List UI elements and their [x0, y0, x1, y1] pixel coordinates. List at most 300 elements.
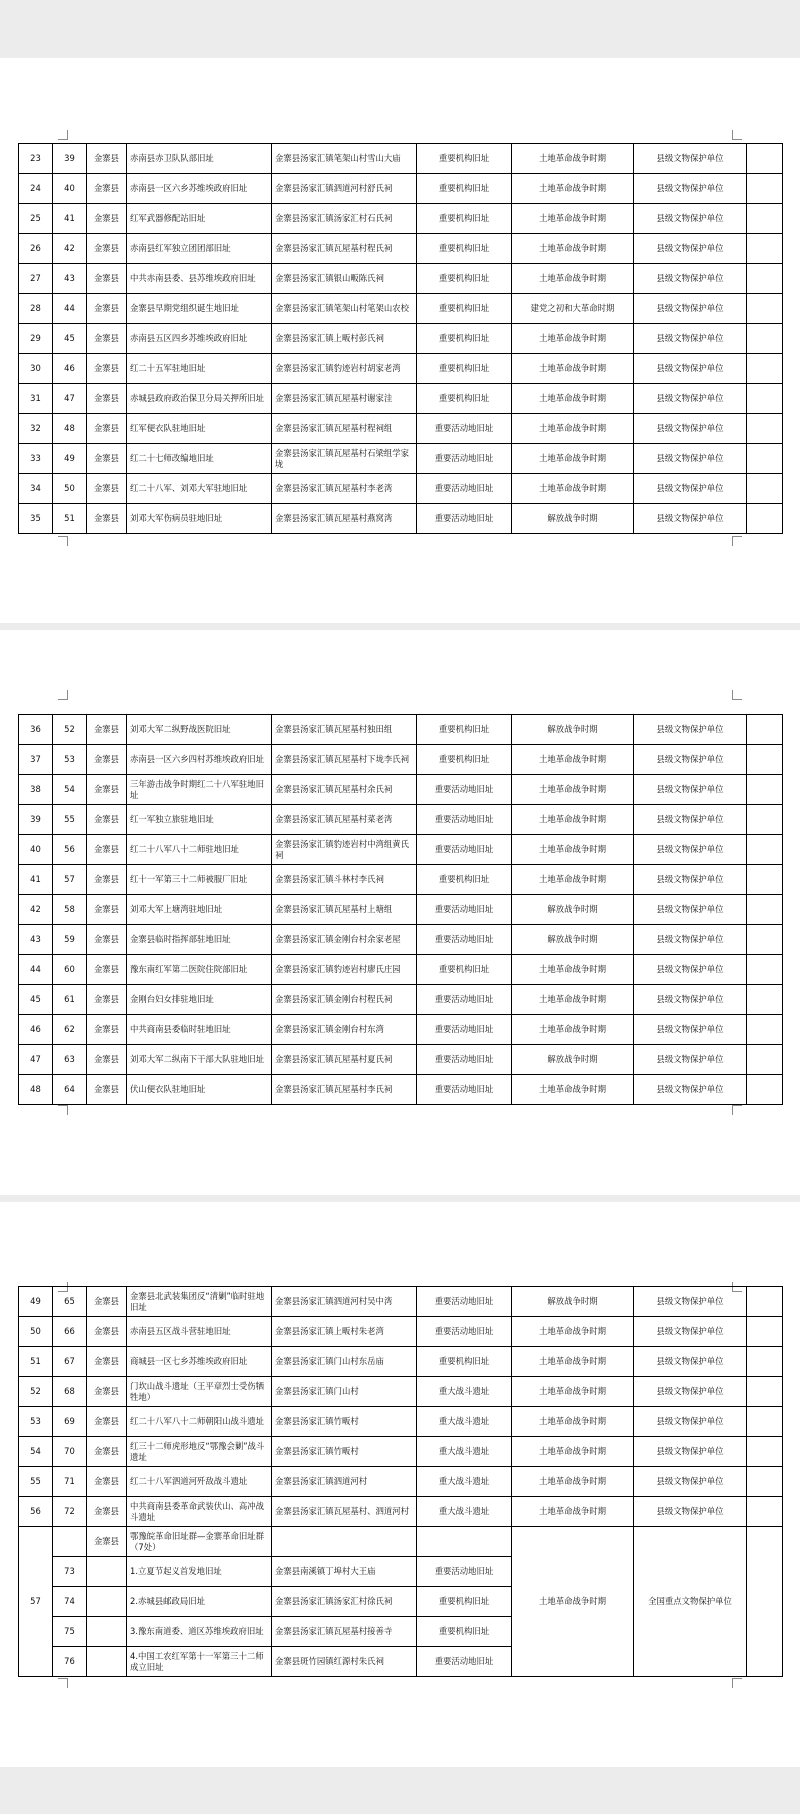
cell-seq: 32	[19, 414, 53, 444]
cell-location: 金寨县汤家汇镇泗道河村	[272, 1467, 417, 1497]
cell-seq: 51	[19, 1347, 53, 1377]
cell-type: 重要活动地旧址	[417, 805, 512, 835]
cell-level: 县级文物保护单位	[634, 1377, 747, 1407]
cell-period: 土地革命战争时期	[512, 264, 634, 294]
cell-county: 金寨县	[87, 1045, 127, 1075]
cell-no: 56	[53, 835, 87, 865]
cell-type: 重要活动地旧址	[417, 474, 512, 504]
cell-seq: 42	[19, 895, 53, 925]
cell-blank	[747, 1015, 783, 1045]
cell-blank	[747, 294, 783, 324]
cell-blank	[747, 835, 783, 865]
cell-name: 红二十八军八十二师朝阳山战斗遗址	[127, 1407, 272, 1437]
cell-type: 重大战斗遗址	[417, 1467, 512, 1497]
table-row	[19, 204, 783, 234]
cell-seq: 39	[19, 805, 53, 835]
cell-location: 金寨县汤家汇镇斗林村李氏祠	[272, 865, 417, 895]
cell-level: 县级文物保护单位	[634, 925, 747, 955]
cell-seq: 31	[19, 384, 53, 414]
heritage-table-page-1	[18, 143, 783, 534]
cell-location: 金寨县汤家汇镇瓦屋基村程氏祠	[272, 234, 417, 264]
cell-location: 金寨县汤家汇镇瓦屋基村菜老湾	[272, 805, 417, 835]
cell-seq: 38	[19, 775, 53, 805]
cell-location: 金寨县汤家汇镇银山畈陈氏祠	[272, 264, 417, 294]
cell-seq: 41	[19, 865, 53, 895]
cell-name: 4.中国工农红军第十一军第三十二师成立旧址	[127, 1647, 272, 1677]
cell-level: 县级文物保护单位	[634, 1287, 747, 1317]
cell-blank	[747, 234, 783, 264]
cell-no: 73	[53, 1557, 87, 1587]
cell-period: 土地革命战争时期	[512, 444, 634, 474]
cell-location: 金寨县汤家汇镇泗道河村舒氏祠	[272, 174, 417, 204]
cell-no: 67	[53, 1347, 87, 1377]
cell-type: 重要活动地旧址	[417, 925, 512, 955]
cell-location: 金寨县汤家汇镇汤家汇村石氏祠	[272, 204, 417, 234]
cell-name: 中共商南县委革命武装伏山、高冲战斗遗址	[127, 1497, 272, 1527]
cell-name: 伏山便衣队驻地旧址	[127, 1075, 272, 1105]
table-row	[19, 264, 783, 294]
cell-location: 金寨县汤家汇镇金刚台村程氏祠	[272, 985, 417, 1015]
cell-type: 重要机构旧址	[417, 955, 512, 985]
cell-name: 红二十八军、刘邓大军驻地旧址	[127, 474, 272, 504]
cell-county: 金寨县	[87, 775, 127, 805]
cell-period: 土地革命战争时期	[512, 234, 634, 264]
cell-blank	[747, 144, 783, 174]
cell-no: 51	[53, 504, 87, 534]
cell-location: 金寨县汤家汇镇瓦屋基村、泗道河村	[272, 1497, 417, 1527]
cell-location: 金寨县汤家汇镇瓦屋基村独田组	[272, 715, 417, 745]
cell-no: 54	[53, 775, 87, 805]
table-row	[19, 444, 783, 474]
cell-blank	[747, 715, 783, 745]
cell-location: 金寨县汤家汇镇竹畈村	[272, 1437, 417, 1467]
cell-level: 县级文物保护单位	[634, 715, 747, 745]
table-row	[19, 1287, 783, 1317]
cell-name: 刘邓大军二纵南下干部大队驻地旧址	[127, 1045, 272, 1075]
cell-level: 县级文物保护单位	[634, 174, 747, 204]
table-row	[19, 354, 783, 384]
cell-level: 县级文物保护单位	[634, 144, 747, 174]
cell-county: 金寨县	[87, 745, 127, 775]
cell-blank	[747, 174, 783, 204]
cell-seq: 53	[19, 1407, 53, 1437]
table-row	[19, 1377, 783, 1407]
cell-no: 72	[53, 1497, 87, 1527]
cell-name: 红一军独立旅驻地旧址	[127, 805, 272, 835]
cell-type: 重要活动地旧址	[417, 1647, 512, 1677]
cell-county: 金寨县	[87, 264, 127, 294]
table-row	[19, 715, 783, 745]
cell-blank	[747, 1437, 783, 1467]
cell-level: 县级文物保护单位	[634, 775, 747, 805]
cell-period: 解放战争时期	[512, 504, 634, 534]
cell-type: 重大战斗遗址	[417, 1377, 512, 1407]
cell-no: 52	[53, 715, 87, 745]
cell-type: 重要活动地旧址	[417, 985, 512, 1015]
cell-period: 土地革命战争时期	[512, 1015, 634, 1045]
cell-level: 县级文物保护单位	[634, 985, 747, 1015]
crop-mark	[58, 1678, 68, 1688]
cell-county: 金寨县	[87, 1287, 127, 1317]
cell-no: 59	[53, 925, 87, 955]
cell-blank	[747, 354, 783, 384]
cell-no: 53	[53, 745, 87, 775]
cell-level: 县级文物保护单位	[634, 444, 747, 474]
cell-blank	[747, 504, 783, 534]
cell-type: 重要机构旧址	[417, 144, 512, 174]
group-row	[19, 1527, 783, 1557]
cell-location: 金寨县汤家汇镇瓦屋基村李老湾	[272, 474, 417, 504]
cell-type: 重要活动地旧址	[417, 414, 512, 444]
cell-no: 61	[53, 985, 87, 1015]
table-row	[19, 174, 783, 204]
cell-type: 重要机构旧址	[417, 294, 512, 324]
table-row	[19, 805, 783, 835]
cell-type: 重要机构旧址	[417, 324, 512, 354]
cell-location: 金寨县汤家汇镇瓦屋基村谢家洼	[272, 384, 417, 414]
cell-level: 县级文物保护单位	[634, 955, 747, 985]
cell-blank	[747, 865, 783, 895]
cell-county: 金寨县	[87, 1347, 127, 1377]
cell-location: 金寨县汤家汇镇上畈村朱老湾	[272, 1317, 417, 1347]
cell-location: 金寨县南溪镇丁埠村大王庙	[272, 1557, 417, 1587]
cell-blank	[747, 1287, 783, 1317]
cell-blank	[747, 384, 783, 414]
table-row	[19, 1467, 783, 1497]
cell-period: 解放战争时期	[512, 1287, 634, 1317]
cell-seq: 34	[19, 474, 53, 504]
cell-seq: 36	[19, 715, 53, 745]
cell-seq: 33	[19, 444, 53, 474]
cell-county: 金寨县	[87, 504, 127, 534]
document-page-3	[0, 1202, 800, 1767]
table-row	[19, 1045, 783, 1075]
cell-name: 金寨县北武装集团反“清剿”临时驻地旧址	[127, 1287, 272, 1317]
cell-seq: 27	[19, 264, 53, 294]
cell-type: 重要活动地旧址	[417, 504, 512, 534]
cell-seq: 46	[19, 1015, 53, 1045]
cell-name: 三年游击战争时期红二十八军驻地旧址	[127, 775, 272, 805]
cell-period: 土地革命战争时期	[512, 414, 634, 444]
cell-location: 金寨县汤家汇镇豹迹岩村胡家老湾	[272, 354, 417, 384]
cell-no: 71	[53, 1467, 87, 1497]
cell-type: 重要活动地旧址	[417, 895, 512, 925]
table-row	[19, 1075, 783, 1105]
cell-level: 县级文物保护单位	[634, 1347, 747, 1377]
cell-type: 重要机构旧址	[417, 174, 512, 204]
cell-type: 重要机构旧址	[417, 354, 512, 384]
cell-type: 重要活动地旧址	[417, 1557, 512, 1587]
cell-level: 县级文物保护单位	[634, 384, 747, 414]
cell-county: 金寨县	[87, 1015, 127, 1045]
cell-blank	[747, 955, 783, 985]
table-row	[19, 1347, 783, 1377]
cell-blank	[747, 1377, 783, 1407]
cell-county: 金寨县	[87, 414, 127, 444]
cell-no: 50	[53, 474, 87, 504]
cell-type: 重要机构旧址	[417, 1587, 512, 1617]
cell-name: 赤南县五区战斗营驻地旧址	[127, 1317, 272, 1347]
cell-type: 重大战斗遗址	[417, 1437, 512, 1467]
cell-seq: 50	[19, 1317, 53, 1347]
table-row	[19, 384, 783, 414]
cell-name: 刘邓大军伤病员驻地旧址	[127, 504, 272, 534]
cell-blank	[747, 1497, 783, 1527]
cell-seq: 55	[19, 1467, 53, 1497]
cell-period: 土地革命战争时期	[512, 1437, 634, 1467]
cell-location: 金寨县汤家汇镇瓦屋基村程祠组	[272, 414, 417, 444]
table-row	[19, 955, 783, 985]
cell-type: 重要机构旧址	[417, 234, 512, 264]
cell-level: 县级文物保护单位	[634, 204, 747, 234]
cell-county: 金寨县	[87, 354, 127, 384]
cell-no: 65	[53, 1287, 87, 1317]
cell-name: 金寨县临时指挥部驻地旧址	[127, 925, 272, 955]
cell-location: 金寨县汤家汇镇上畈村彭氏祠	[272, 324, 417, 354]
cell-seq: 40	[19, 835, 53, 865]
cell-seq: 30	[19, 354, 53, 384]
cell-period: 土地革命战争时期	[512, 745, 634, 775]
cell-seq: 45	[19, 985, 53, 1015]
table-row	[19, 1497, 783, 1527]
cell-location: 金寨县汤家汇镇瓦屋基村燕窝湾	[272, 504, 417, 534]
crop-mark	[732, 1105, 742, 1115]
cell-seq: 54	[19, 1437, 53, 1467]
cell-no: 74	[53, 1587, 87, 1617]
cell-type: 重要活动地旧址	[417, 444, 512, 474]
cell-type: 重要机构旧址	[417, 204, 512, 234]
heritage-table-page-2	[18, 714, 783, 1105]
cell-name: 红二十八军泗道河歼敌战斗遗址	[127, 1467, 272, 1497]
cell-no: 55	[53, 805, 87, 835]
cell-level: 县级文物保护单位	[634, 354, 747, 384]
cell-seq: 26	[19, 234, 53, 264]
cell-name: 红军武器修配站旧址	[127, 204, 272, 234]
cell-county: 金寨县	[87, 1497, 127, 1527]
cell-county: 金寨县	[87, 144, 127, 174]
cell-no: 75	[53, 1617, 87, 1647]
table-row	[19, 865, 783, 895]
cell-blank	[747, 1527, 783, 1677]
cell-location: 金寨县汤家汇镇门山村	[272, 1377, 417, 1407]
cell-location: 金寨县汤家汇镇笔架山村雪山大庙	[272, 144, 417, 174]
cell-name: 1.立夏节起义首发地旧址	[127, 1557, 272, 1587]
cell-county: 金寨县	[87, 294, 127, 324]
cell-no: 39	[53, 144, 87, 174]
cell-period: 解放战争时期	[512, 925, 634, 955]
cell-type: 重要机构旧址	[417, 745, 512, 775]
cell-location: 金寨县汤家汇镇瓦屋基村石梁组学家垅	[272, 444, 417, 474]
cell-seq: 48	[19, 1075, 53, 1105]
cell-name: 门坎山战斗遗址（王平章烈士受伤牺牲地）	[127, 1377, 272, 1407]
cell-blank	[747, 1075, 783, 1105]
table-row	[19, 1407, 783, 1437]
cell-period: 土地革命战争时期	[512, 865, 634, 895]
cell-blank	[747, 474, 783, 504]
cell-period: 土地革命战争时期	[512, 1317, 634, 1347]
cell-blank	[747, 1045, 783, 1075]
cell-name: 刘邓大军上塘湾驻地旧址	[127, 895, 272, 925]
cell-level: 县级文物保护单位	[634, 234, 747, 264]
cell-location: 金寨县汤家汇镇瓦屋基村下垅李氏祠	[272, 745, 417, 775]
cell-location: 金寨县汤家汇镇豹迹岩村中湾组黄氏祠	[272, 835, 417, 865]
cell-county: 金寨县	[87, 835, 127, 865]
table-row	[19, 835, 783, 865]
cell-level: 县级文物保护单位	[634, 324, 747, 354]
cell-no: 42	[53, 234, 87, 264]
cell-period: 土地革命战争时期	[512, 474, 634, 504]
cell-blank	[747, 1407, 783, 1437]
cell-period: 土地革命战争时期	[512, 985, 634, 1015]
cell-name: 红二十五军驻地旧址	[127, 354, 272, 384]
table-row	[19, 1437, 783, 1467]
cell-county: 金寨县	[87, 955, 127, 985]
cell-level: 县级文物保护单位	[634, 294, 747, 324]
cell-name: 红军便衣队驻地旧址	[127, 414, 272, 444]
cell-seq: 29	[19, 324, 53, 354]
cell-no: 40	[53, 174, 87, 204]
cell-type: 重要机构旧址	[417, 1617, 512, 1647]
cell-type: 重大战斗遗址	[417, 1407, 512, 1437]
cell-county: 金寨县	[87, 1407, 127, 1437]
cell-level: 县级文物保护单位	[634, 1437, 747, 1467]
cell-county: 金寨县	[87, 234, 127, 264]
cell-period: 解放战争时期	[512, 1045, 634, 1075]
cell-level: 县级文物保护单位	[634, 1015, 747, 1045]
cell-no: 46	[53, 354, 87, 384]
table-row	[19, 504, 783, 534]
cell-name: 赤南县一区六乡苏维埃政府旧址	[127, 174, 272, 204]
cell-county: 金寨县	[87, 474, 127, 504]
cell-name: 赤南县五区四乡苏维埃政府旧址	[127, 324, 272, 354]
cell-no: 70	[53, 1437, 87, 1467]
cell-level: 县级文物保护单位	[634, 1317, 747, 1347]
cell-county: 金寨县	[87, 865, 127, 895]
cell-name: 金寨县早期党组织诞生地旧址	[127, 294, 272, 324]
cell-county	[87, 1617, 127, 1647]
crop-mark	[58, 1105, 68, 1115]
cell-county: 金寨县	[87, 384, 127, 414]
cell-name: 鄂豫皖革命旧址群—金寨革命旧址群（7处）	[127, 1527, 272, 1557]
cell-seq: 57	[19, 1527, 53, 1677]
cell-county: 金寨县	[87, 204, 127, 234]
cell-period: 土地革命战争时期	[512, 835, 634, 865]
cell-county: 金寨县	[87, 805, 127, 835]
cell-level: 县级文物保护单位	[634, 865, 747, 895]
cell-type	[417, 1527, 512, 1557]
cell-seq: 24	[19, 174, 53, 204]
cell-period: 土地革命战争时期	[512, 174, 634, 204]
cell-blank	[747, 985, 783, 1015]
cell-period: 土地革命战争时期	[512, 204, 634, 234]
cell-period: 土地革命战争时期	[512, 1407, 634, 1437]
cell-location: 金寨县汤家汇镇笔架山村笔架山农校	[272, 294, 417, 324]
cell-type: 重要活动地旧址	[417, 1045, 512, 1075]
cell-blank	[747, 895, 783, 925]
document-page-1	[0, 58, 800, 623]
cell-no: 69	[53, 1407, 87, 1437]
cell-level: 县级文物保护单位	[634, 835, 747, 865]
cell-name: 赤南县一区六乡四村苏维埃政府旧址	[127, 745, 272, 775]
cell-period: 建党之初和大革命时期	[512, 294, 634, 324]
cell-blank	[747, 1317, 783, 1347]
table-row	[19, 1015, 783, 1045]
cell-name: 赤南县赤卫队队部旧址	[127, 144, 272, 174]
cell-type: 重要活动地旧址	[417, 775, 512, 805]
crop-mark	[58, 536, 68, 546]
cell-seq: 52	[19, 1377, 53, 1407]
cell-county: 金寨县	[87, 1317, 127, 1347]
table-row	[19, 294, 783, 324]
crop-mark	[732, 130, 742, 140]
cell-location: 金寨县汤家汇镇瓦屋基村夏氏祠	[272, 1045, 417, 1075]
cell-seq: 23	[19, 144, 53, 174]
table-row	[19, 925, 783, 955]
table-row	[19, 775, 783, 805]
cell-no: 76	[53, 1647, 87, 1677]
cell-county	[87, 1647, 127, 1677]
cell-county: 金寨县	[87, 1377, 127, 1407]
cell-level: 县级文物保护单位	[634, 414, 747, 444]
cell-no: 60	[53, 955, 87, 985]
cell-name: 豫东南红军第二医院住院部旧址	[127, 955, 272, 985]
cell-location: 金寨县汤家汇镇瓦屋基村接善寺	[272, 1617, 417, 1647]
cell-period: 土地革命战争时期	[512, 324, 634, 354]
cell-location: 金寨县汤家汇镇泗道河村吴中湾	[272, 1287, 417, 1317]
cell-seq: 25	[19, 204, 53, 234]
cell-type: 重大战斗遗址	[417, 1497, 512, 1527]
cell-seq: 35	[19, 504, 53, 534]
document-page-2	[0, 630, 800, 1195]
cell-period: 解放战争时期	[512, 715, 634, 745]
cell-no: 43	[53, 264, 87, 294]
cell-type: 重要活动地旧址	[417, 835, 512, 865]
cell-no: 49	[53, 444, 87, 474]
cell-no: 68	[53, 1377, 87, 1407]
table-row	[19, 234, 783, 264]
cell-period: 土地革命战争时期	[512, 384, 634, 414]
cell-location: 金寨县汤家汇镇瓦屋基村李氏祠	[272, 1075, 417, 1105]
crop-mark	[58, 690, 68, 700]
cell-period: 土地革命战争时期	[512, 1347, 634, 1377]
cell-seq: 56	[19, 1497, 53, 1527]
cell-name: 中共赤南县委、县苏维埃政府旧址	[127, 264, 272, 294]
cell-name: 中共商南县委临时驻地旧址	[127, 1015, 272, 1045]
crop-mark	[732, 1678, 742, 1688]
cell-no: 64	[53, 1075, 87, 1105]
table-row	[19, 985, 783, 1015]
cell-period: 土地革命战争时期	[512, 1377, 634, 1407]
cell-name: 红二十七师改编地旧址	[127, 444, 272, 474]
cell-location: 金寨县汤家汇镇金刚台村东湾	[272, 1015, 417, 1045]
cell-name: 红二十八军八十二师驻地旧址	[127, 835, 272, 865]
cell-level: 县级文物保护单位	[634, 474, 747, 504]
cell-level: 县级文物保护单位	[634, 895, 747, 925]
cell-no: 57	[53, 865, 87, 895]
cell-type: 重要活动地旧址	[417, 1075, 512, 1105]
cell-blank	[747, 324, 783, 354]
cell-period: 土地革命战争时期	[512, 354, 634, 384]
cell-location: 金寨县汤家汇镇豹迹岩村廖氏庄园	[272, 955, 417, 985]
crop-mark	[732, 690, 742, 700]
cell-no: 62	[53, 1015, 87, 1045]
cell-seq: 28	[19, 294, 53, 324]
cell-county: 金寨县	[87, 985, 127, 1015]
table-row	[19, 895, 783, 925]
cell-level: 县级文物保护单位	[634, 1467, 747, 1497]
cell-level: 县级文物保护单位	[634, 504, 747, 534]
cell-county: 金寨县	[87, 174, 127, 204]
